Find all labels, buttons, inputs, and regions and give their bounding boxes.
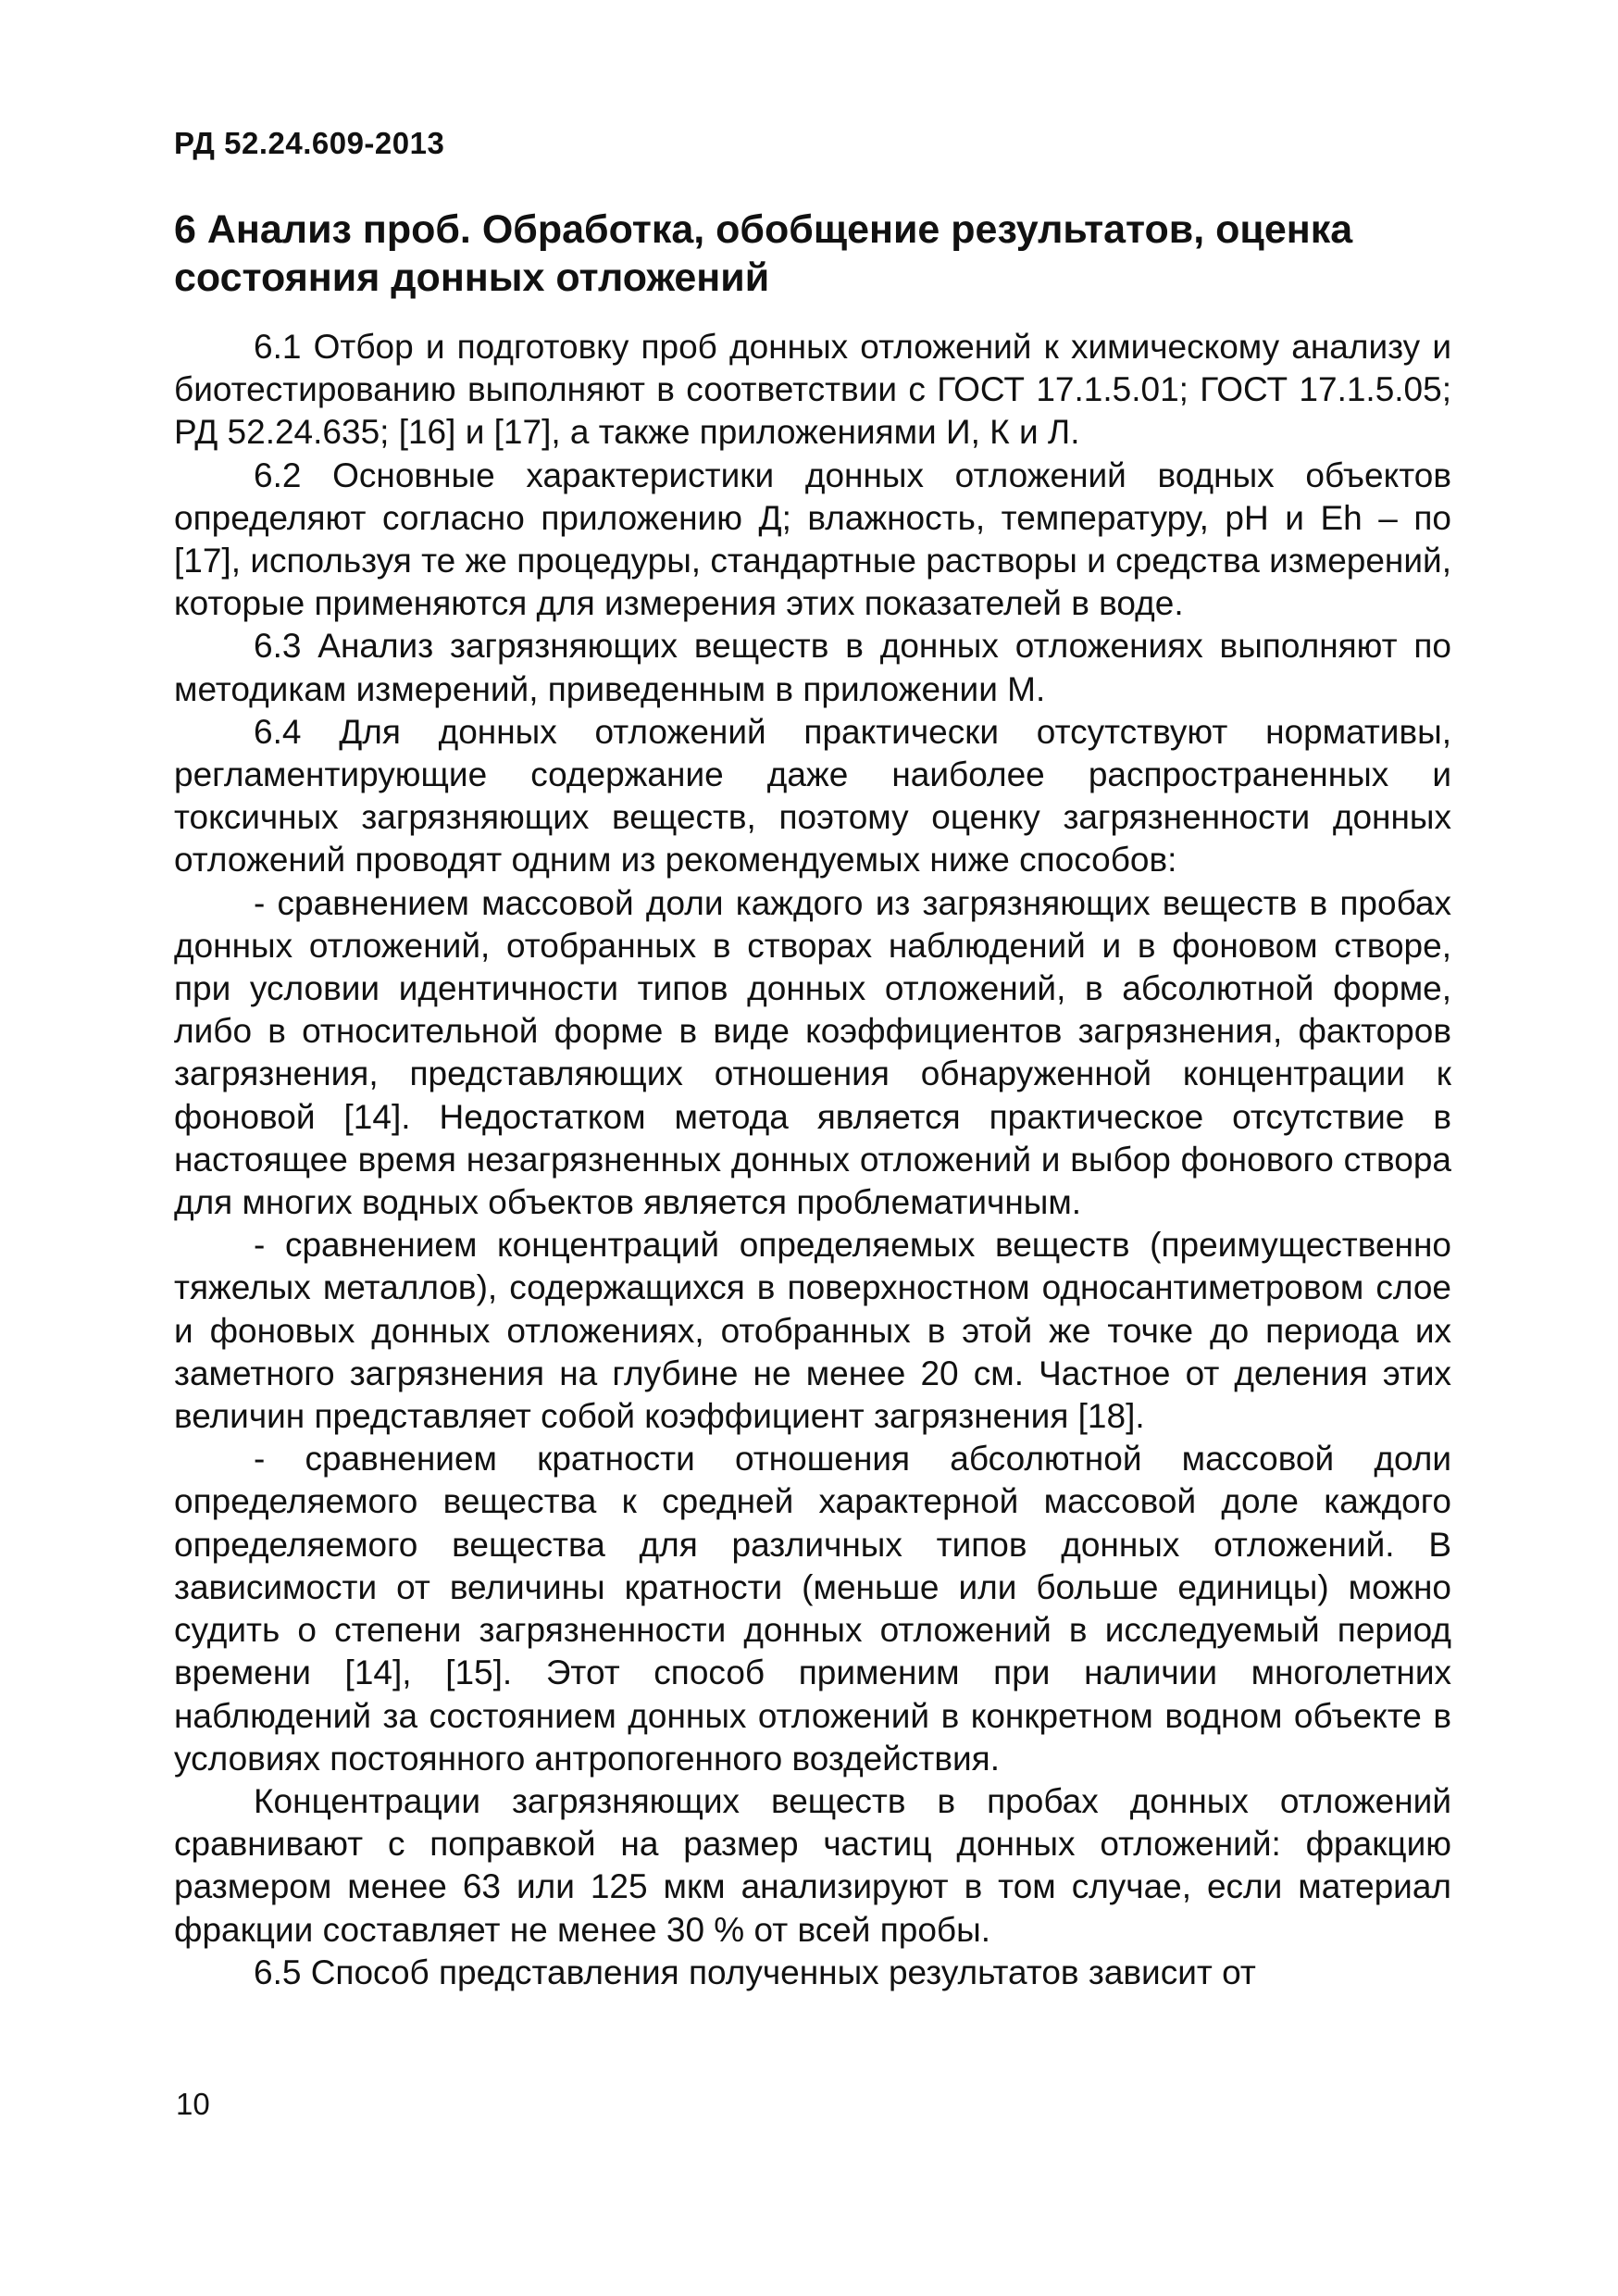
paragraph-particle-size: Концентрации загрязняющих веществ в пробах донных отложений сравнивают с поправкой на размер частиц донных отложений: фракцию размером менее 63 или 125 мкм анализируют в том случае, если материал фракции составляет не менее 30 % от всей пробы. [174, 1781, 1451, 1949]
paragraph-6-1: 6.1 Отбор и подготовку проб донных отложений к химическому анализу и биотестированию выполняют в соответствии с ГОСТ 17.1.5.01; ГОСТ 17.1.5.05; РД 52.24.635; [16] и [17], а также приложениями И, К и Л. [174, 328, 1451, 452]
paragraph-6-4: 6.4 Для донных отложений практически отсутствуют нормативы, регламентирующие содержание даже наиболее распространенных и токсичных загрязняющих веществ, поэтому оценку загрязненности донных отложений проводят одним из рекомендуемых ниже способов: [174, 712, 1451, 880]
page-number: 10 [176, 2087, 210, 2121]
list-item-method-1: - сравнением массовой доли каждого из загрязняющих веществ в пробах донных отложений, отобранных в створах наблюдений и в фоновом створе, при условии идентичности типов донных отложений, в абсолютной форме, либо в относительной форме в виде коэффициентов загрязнения, факторов загрязнения, представляющих отношения обнаруженной концентрации к фоновой [14]. Недостатком метода является практическое отсутствие в настоящее время незагрязненных донных отложений и выбор фонового створа для многих водных объектов является проблематичным. [174, 883, 1451, 1222]
paragraph-6-5: 6.5 Способ представления полученных результатов зависит от [254, 1953, 1256, 1991]
section-title: 6 Анализ проб. Обработка, обобщение результатов, оценка состояния донных отложений [174, 207, 1353, 300]
body-text [174, 326, 1451, 1994]
list-item-method-3: - сравнением кратности отношения абсолютной массовой доли определяемого вещества к средней характерной массовой доле каждого определяемого вещества для различных типов донных отложений. В зависимости от величины кратности (меньше или больше единицы) можно судить о степени загрязненности донных отложений в исследуемый период времени [14], [15]. Этот способ применим при наличии многолетних наблюдений за состоянием донных отложений в конкретном водном объекте в условиях постоянного антропогенного воздействия. [174, 1440, 1451, 1778]
document-code-header: РД 52.24.609-2013 [174, 126, 445, 160]
paragraph-6-2: 6.2 Основные характеристики донных отложений водных объектов определяют согласно приложению Д; влажность, температуру, pH и Eh – по [17], используя те же процедуры, стандартные растворы и средства измерений, которые применяются для измерения этих показателей в воде. [174, 455, 1451, 623]
list-item-method-2: - сравнением концентраций определяемых веществ (преимущественно тяжелых металлов), содержащихся в поверхностном односантиметровом слое и фоновых донных отложениях, отобранных в этой же точке до периода их заметного загрязнения на глубине не менее 20 см. Частное от деления этих величин представляет собой коэффициент загрязнения [18]. [174, 1226, 1451, 1436]
paragraph-6-3: 6.3 Анализ загрязняющих веществ в донных отложениях выполняют по методикам измерений, приведенным в приложении М. [174, 627, 1451, 708]
